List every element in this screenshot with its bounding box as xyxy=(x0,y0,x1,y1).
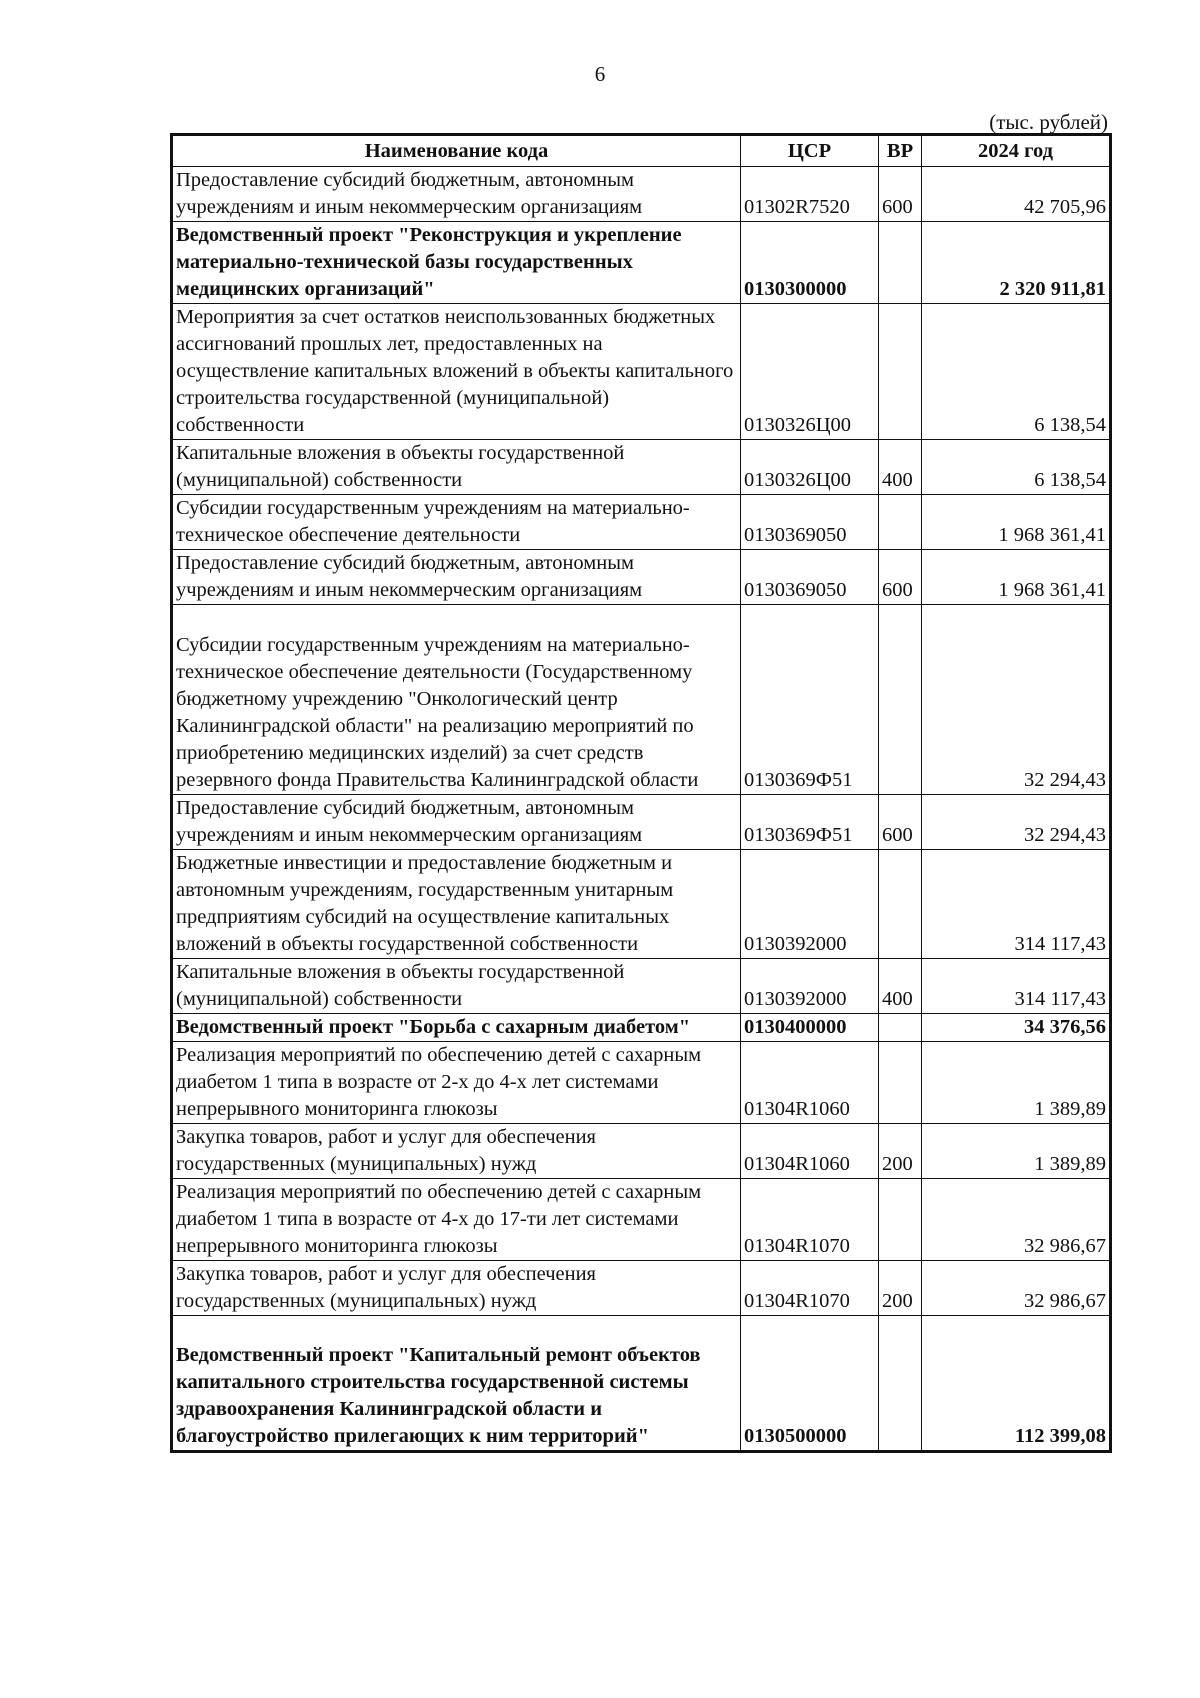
row-name: Предоставление субсидий бюджетным, автономным учреждениям и иным некоммерческим организациям xyxy=(173,550,741,605)
table-row xyxy=(173,1179,1110,1261)
row-vr: 400 xyxy=(879,959,922,1014)
row-csr: 0130369050 xyxy=(741,495,879,550)
table-row xyxy=(173,1014,1110,1042)
row-amount: 42 705,96 xyxy=(922,167,1110,222)
header-amount: 2024 год xyxy=(922,136,1110,167)
header-name: Наименование кода xyxy=(173,136,741,167)
row-amount: 32 294,43 xyxy=(922,795,1110,850)
row-csr: 0130392000 xyxy=(741,850,879,959)
row-csr: 0130369050 xyxy=(741,550,879,605)
units-label: (тыс. рублей) xyxy=(989,110,1108,134)
budget-table xyxy=(172,135,1110,1451)
row-amount: 1 389,89 xyxy=(922,1042,1110,1124)
page-number: 6 xyxy=(594,62,606,86)
row-csr: 0130500000 xyxy=(741,1316,879,1451)
row-vr: 200 xyxy=(879,1124,922,1179)
row-vr xyxy=(879,222,922,304)
table-row xyxy=(173,167,1110,222)
row-csr: 0130369Ф51 xyxy=(741,605,879,795)
row-csr: 01304R1070 xyxy=(741,1179,879,1261)
row-amount: 314 117,43 xyxy=(922,959,1110,1014)
row-vr xyxy=(879,304,922,440)
row-amount: 2 320 911,81 xyxy=(922,222,1110,304)
table-row xyxy=(173,605,1110,795)
row-amount: 34 376,56 xyxy=(922,1014,1110,1042)
header-csr: ЦСР xyxy=(741,136,879,167)
row-name: Ведомственный проект "Борьба с сахарным диабетом" xyxy=(173,1014,741,1042)
table-row xyxy=(173,495,1110,550)
table-row xyxy=(173,1316,1110,1451)
row-amount: 6 138,54 xyxy=(922,304,1110,440)
row-amount: 1 968 361,41 xyxy=(922,495,1110,550)
row-csr: 0130392000 xyxy=(741,959,879,1014)
row-csr: 0130326Ц00 xyxy=(741,440,879,495)
row-name: Реализация мероприятий по обеспечению детей с сахарным диабетом 1 типа в возрасте от 4-х до 17-ти лет системами непрерывного мониторинга глюкозы xyxy=(173,1179,741,1261)
table-row xyxy=(173,550,1110,605)
row-vr: 600 xyxy=(879,167,922,222)
row-name: Закупка товаров, работ и услуг для обеспечения государственных (муниципальных) нужд xyxy=(173,1261,741,1316)
row-vr: 600 xyxy=(879,550,922,605)
row-name: Ведомственный проект "Реконструкция и укрепление материально-технической базы государственных медицинских организаций" xyxy=(173,222,741,304)
table-row xyxy=(173,222,1110,304)
row-name: Бюджетные инвестиции и предоставление бюджетным и автономным учреждениям, государственным унитарным предприятиям субсидий на осуществление капитальных вложений в объекты государственной собственности xyxy=(173,850,741,959)
row-amount: 32 986,67 xyxy=(922,1179,1110,1261)
row-name: Закупка товаров, работ и услуг для обеспечения государственных (муниципальных) нужд xyxy=(173,1124,741,1179)
table-row xyxy=(173,440,1110,495)
row-name: Ведомственный проект "Капитальный ремонт объектов капитального строительства государственной системы здравоохранения Калининградской области и благоустройство прилегающих к ним территорий" xyxy=(173,1316,741,1451)
row-amount: 32 294,43 xyxy=(922,605,1110,795)
row-vr xyxy=(879,850,922,959)
row-vr xyxy=(879,605,922,795)
row-name: Капитальные вложения в объекты государственной (муниципальной) собственности xyxy=(173,959,741,1014)
row-name: Субсидии государственным учреждениям на материально-техническое обеспечение деятельности xyxy=(173,495,741,550)
table-row xyxy=(173,959,1110,1014)
row-name: Капитальные вложения в объекты государственной (муниципальной) собственности xyxy=(173,440,741,495)
row-amount: 314 117,43 xyxy=(922,850,1110,959)
table-row xyxy=(173,304,1110,440)
row-vr xyxy=(879,495,922,550)
row-name: Реализация мероприятий по обеспечению детей с сахарным диабетом 1 типа в возрасте от 2-х до 4-х лет системами непрерывного мониторинга глюкозы xyxy=(173,1042,741,1124)
table-row xyxy=(173,1124,1110,1179)
row-name: Предоставление субсидий бюджетным, автономным учреждениям и иным некоммерческим организациям xyxy=(173,167,741,222)
row-name: Мероприятия за счет остатков неиспользованных бюджетных ассигнований прошлых лет, предоставленных на осуществление капитальных вложений в объекты капитального строительства государственной (муниципальной) собственности xyxy=(173,304,741,440)
row-vr xyxy=(879,1014,922,1042)
row-amount: 1 389,89 xyxy=(922,1124,1110,1179)
row-csr: 0130300000 xyxy=(741,222,879,304)
row-vr: 400 xyxy=(879,440,922,495)
row-vr xyxy=(879,1042,922,1124)
row-vr xyxy=(879,1316,922,1451)
table-body xyxy=(173,167,1110,1451)
header-vr: ВР xyxy=(879,136,922,167)
row-amount: 112 399,08 xyxy=(922,1316,1110,1451)
row-csr: 0130326Ц00 xyxy=(741,304,879,440)
table-row xyxy=(173,1042,1110,1124)
row-csr: 01304R1060 xyxy=(741,1124,879,1179)
row-csr: 01304R1070 xyxy=(741,1261,879,1316)
table-row xyxy=(173,1261,1110,1316)
row-name: Предоставление субсидий бюджетным, автономным учреждениям и иным некоммерческим организациям xyxy=(173,795,741,850)
row-vr: 200 xyxy=(879,1261,922,1316)
table-row xyxy=(173,850,1110,959)
row-amount: 6 138,54 xyxy=(922,440,1110,495)
row-amount: 32 986,67 xyxy=(922,1261,1110,1316)
row-name: Субсидии государственным учреждениям на материально-техническое обеспечение деятельности (Государственному бюджетному учреждению "Онкологический центр Калининградской области" на реализацию мероприятий по приобретению медицинских изделий) за счет средств резервного фонда Правительства Калининградской области xyxy=(173,605,741,795)
row-csr: 0130369Ф51 xyxy=(741,795,879,850)
row-csr: 01302R7520 xyxy=(741,167,879,222)
table-header-row xyxy=(173,136,1110,167)
table-row xyxy=(173,795,1110,850)
row-vr xyxy=(879,1179,922,1261)
row-vr: 600 xyxy=(879,795,922,850)
row-csr: 0130400000 xyxy=(741,1014,879,1042)
row-amount: 1 968 361,41 xyxy=(922,550,1110,605)
row-csr: 01304R1060 xyxy=(741,1042,879,1124)
